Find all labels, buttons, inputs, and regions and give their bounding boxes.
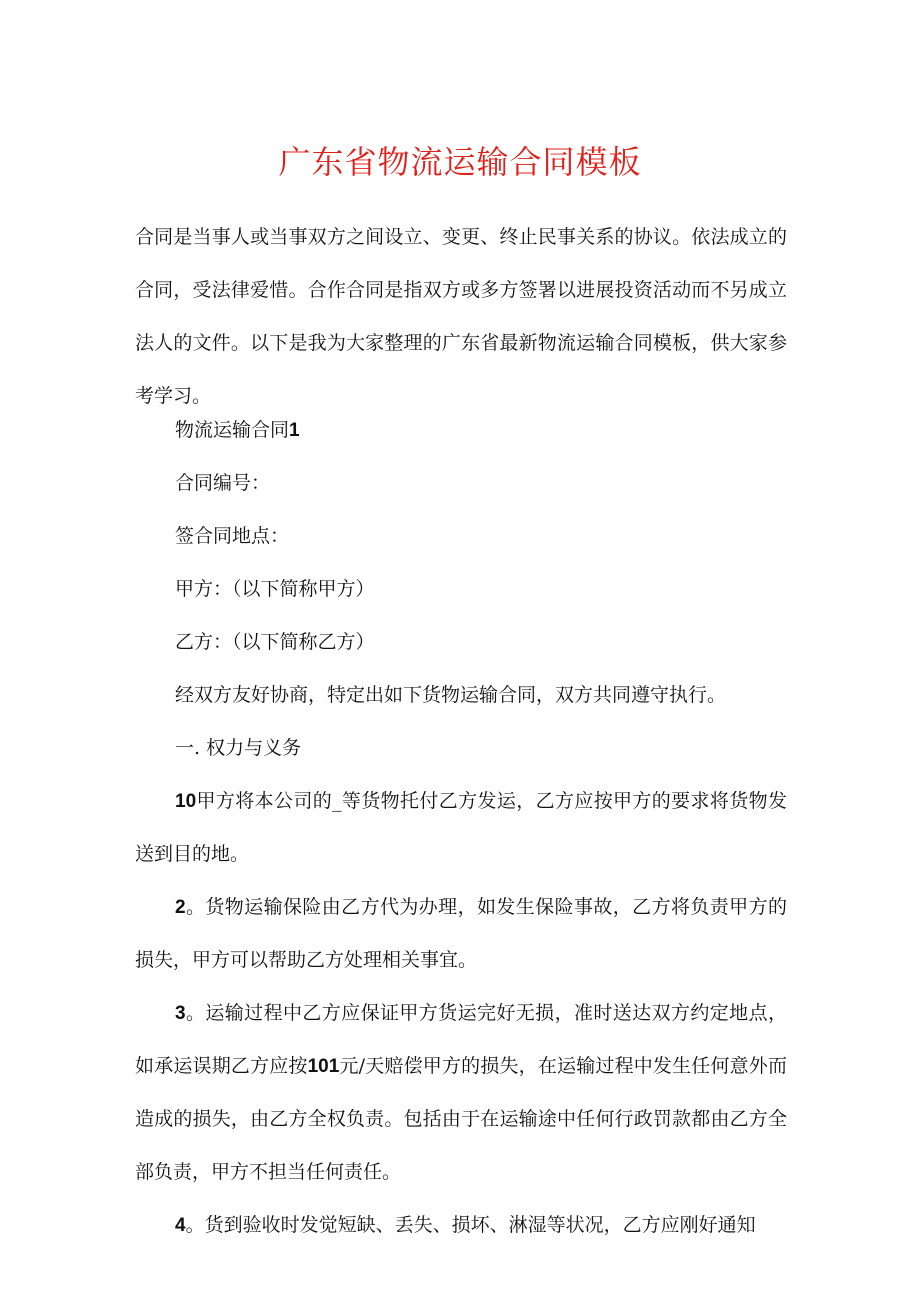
clause-text: 元/天赔偿甲方的损失，在运输过程中发生任何意外而造成的损失，由乙方全权负责。包括由于在运输途中任何行政罚款都由乙方全部负责，甲方不担当任何责任。 xyxy=(135,1055,787,1183)
agreement-line: 经双方友好协商，特定出如下货物运输合同，双方共同遵守执行。 xyxy=(175,684,727,706)
intro-block xyxy=(135,211,787,423)
penalty-amount: 101 xyxy=(307,1056,340,1077)
clause-text: 。运输过程中乙方应保证甲方货运完好无损，准时送达双方约定地点，如承运误期乙方应按 xyxy=(135,1002,787,1077)
clause-text: 甲方将本公司的_等货物托付乙方发运，乙方应按甲方的要求将货物发送到目的地。 xyxy=(135,790,787,865)
clause-text: 。货物运输保险由乙方代为办理，如发生保险事故，乙方将负责甲方的损失，甲方可以帮助乙方处理相关事宜。 xyxy=(135,896,787,971)
party-a-line: 甲方：（以下简称甲方） xyxy=(175,578,375,600)
clause-number: 10 xyxy=(175,791,197,812)
contract-number-label: 合同编号： xyxy=(175,472,271,494)
contract-heading-text: 物流运输合同 xyxy=(175,419,290,441)
contract-block xyxy=(135,404,787,1252)
clause-4 xyxy=(135,1199,787,1252)
clause-text: 。货到验收时发觉短缺、丢失、损坏、淋湿等状况，乙方应刚好通知 xyxy=(185,1214,756,1236)
clause-1 xyxy=(135,775,787,881)
intro-paragraph: 合同是当事人或当事双方之间设立、变更、终止民事关系的协议。依法成立的合同，受法律爱惜。合作合同是指双方或多方签署以进展投资活动而不另成立法人的文件。以下是我为大家整理的广东省最新物流运输合同模板，供大家参考学习。 xyxy=(135,226,787,407)
party-b-line: 乙方：（以下简称乙方） xyxy=(175,631,375,653)
clause-2 xyxy=(135,881,787,987)
clause-number: 2 xyxy=(175,897,186,918)
section-one-heading: 一. 权力与义务 xyxy=(175,737,302,759)
contract-heading-number: 1 xyxy=(289,420,300,441)
clause-number: 4 xyxy=(175,1215,186,1236)
clause-3 xyxy=(135,987,787,1199)
sign-place-label: 签合同地点： xyxy=(175,525,290,547)
clause-number: 3 xyxy=(175,1003,186,1024)
document-title: 广东省物流运输合同模板 xyxy=(278,143,642,181)
contract-heading xyxy=(135,404,787,457)
